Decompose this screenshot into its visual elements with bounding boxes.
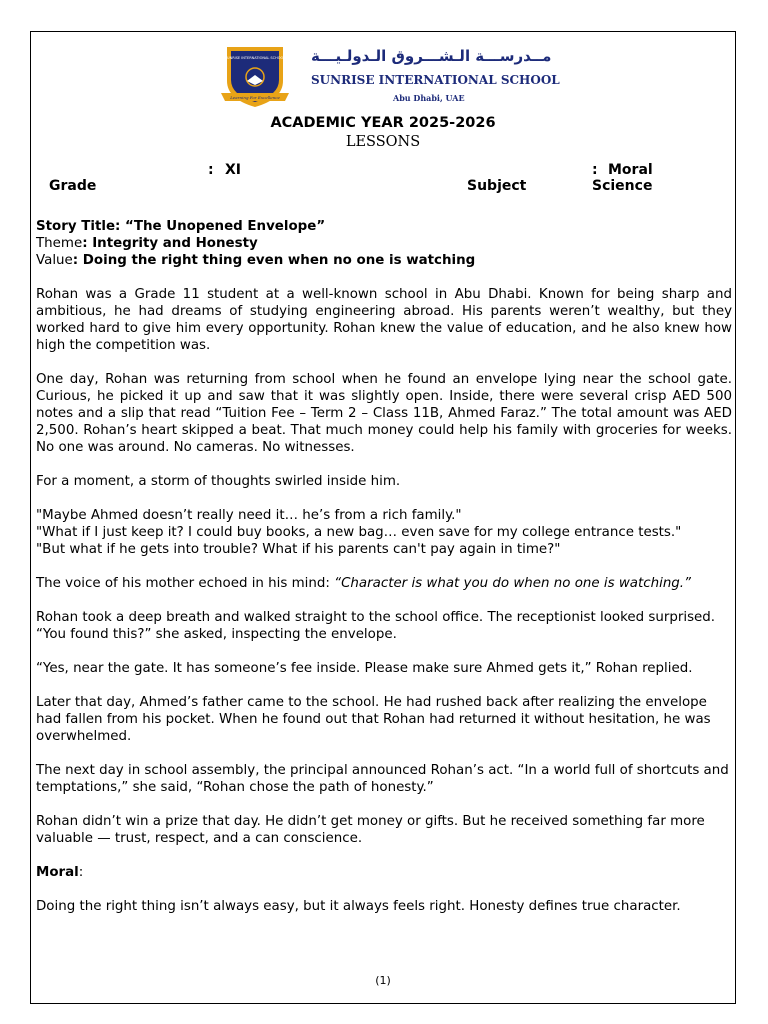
paragraph-8: The next day in school assembly, the principal announced Rohan’s act. “In a world full of shortcuts and temptations,” she said, “Rohan chose the path of honesty.”	[36, 763, 729, 795]
lesson-content	[36, 218, 732, 932]
theme-line: Theme: Integrity and Honesty	[36, 236, 258, 251]
crest-top-text: SUNRISE INTERNATIONAL SCHOOL	[224, 56, 286, 60]
paragraph-7: Later that day, Ahmed’s father came to the school. He had rushed back after realizing the envelope had fallen from his pocket. When he found out that Rohan had returned it without hesitation, he was overwhelmed.	[36, 695, 711, 744]
moral-text: Doing the right thing isn’t always easy, but it always feels right. Honesty defines true character.	[36, 899, 681, 914]
subject-value-line2: Science	[592, 178, 653, 194]
school-header	[219, 41, 559, 121]
value-line: Value: Doing the right thing even when no one is watching	[36, 253, 476, 268]
crest-ribbon-text: Learning For Excellence	[230, 95, 280, 100]
quote-1: "Maybe Ahmed doesn’t really need it… he’s from a rich family."	[36, 508, 462, 523]
paragraph-3: For a moment, a storm of thoughts swirled inside him.	[36, 474, 401, 489]
page-number: (1)	[375, 974, 391, 987]
academic-year-title: ACADEMIC YEAR 2025-2026	[270, 115, 496, 131]
grade-label: Grade	[49, 178, 97, 194]
school-name-english: SUNRISE INTERNATIONAL SCHOOL	[311, 73, 560, 87]
grade-value: XI	[225, 162, 242, 178]
paragraph-6: “Yes, near the gate. It has someone’s fee inside. Please make sure Ahmed gets it,” Rohan replied.	[36, 661, 693, 676]
quote-3: "But what if he gets into trouble? What if his parents can't pay again in time?"	[36, 542, 561, 557]
paragraph-5: Rohan took a deep breath and walked straight to the school office. The receptionist looked surprised. “You found this?” she asked, inspecting the envelope.	[36, 610, 716, 642]
grade-separator: :	[208, 162, 214, 178]
story-title: Story Title: “The Unopened Envelope”	[36, 219, 326, 234]
quote-2: "What if I just keep it? I could buy books, a new bag… even save for my college entrance tests."	[36, 525, 682, 540]
lessons-subtitle: LESSONS	[345, 134, 421, 150]
school-location: Abu Dhabi, UAE	[393, 93, 465, 103]
paragraph-2: One day, Rohan was returning from school when he found an envelope lying near the school gate. Curious, he picked it up and saw that it was slightly open. Inside, there were several crisp AED 500 notes and a slip that read “Tuition Fee – Term 2 – Class 11B, Ahmed Faraz.” The total amount was AED 2,500. Rohan’s heart skipped a beat. That much money could help his family with groceries for weeks. No one was around. No cameras. No witnesses.	[36, 372, 732, 455]
document-page	[30, 31, 736, 1004]
subject-separator: :	[592, 162, 598, 178]
subject-value-line1: Moral	[608, 162, 653, 178]
paragraph-4: The voice of his mother echoed in his mind: “Character is what you do when no one is watching.”	[36, 576, 691, 591]
paragraph-1: Rohan was a Grade 11 student at a well-known school in Abu Dhabi. Known for being sharp and ambitious, he had dreams of studying engineering abroad. His parents weren’t wealthy, but they worked hard to give him every opportunity. Rohan knew the value of education, and he also knew how high the competition was.	[36, 287, 732, 353]
school-name-arabic: مــدرســـة الـشـــروق الـدولـيـــة	[311, 47, 552, 65]
subject-label: Subject	[467, 178, 527, 194]
school-crest-logo	[219, 41, 291, 111]
moral-heading: Moral:	[36, 865, 84, 880]
paragraph-9: Rohan didn’t win a prize that day. He didn’t get money or gifts. But he received something far more valuable — trust, respect, and a can conscience.	[36, 814, 705, 846]
